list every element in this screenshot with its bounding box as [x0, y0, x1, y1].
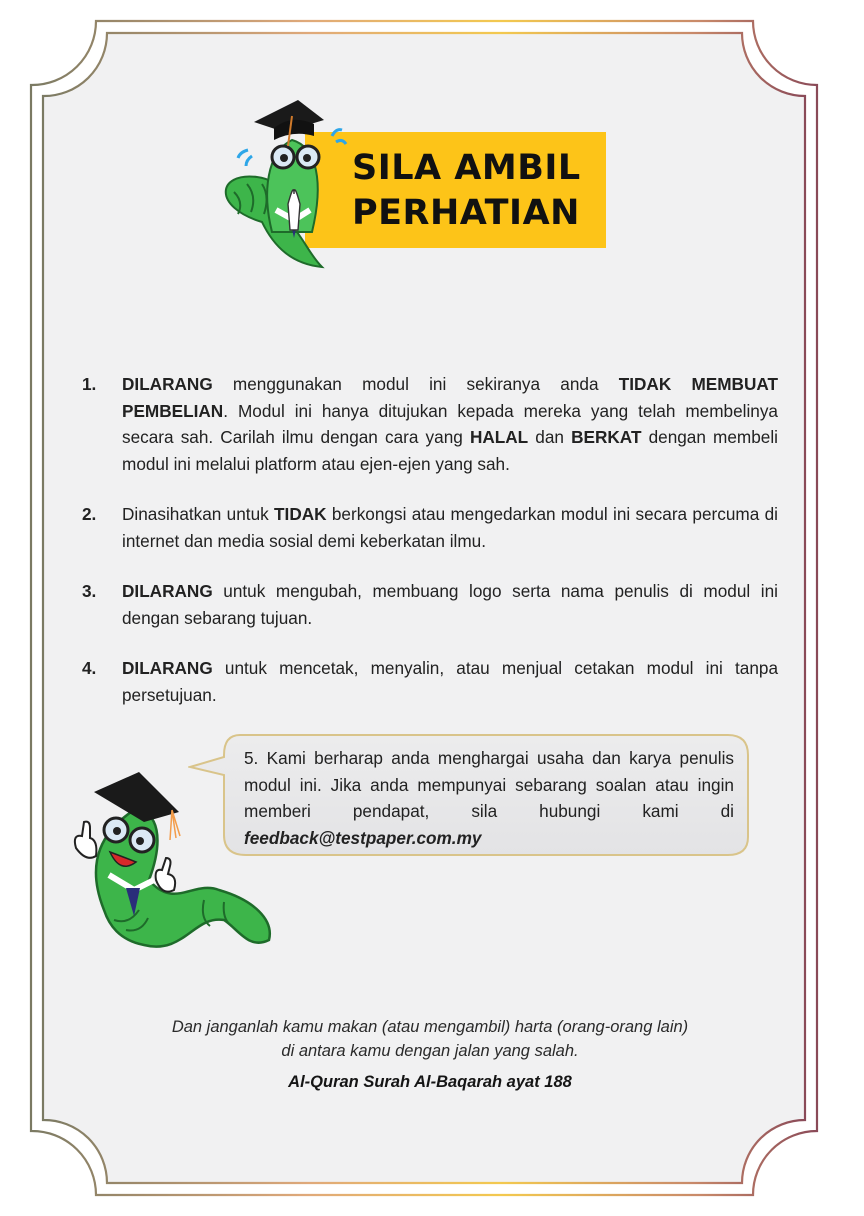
rule-text: . Modul ini hanya ditujukan kepada mereka yang telah membelinya secara sah. Carilah ilmu dengan cara yang	[122, 400, 778, 447]
rule-text-bold: TIDAK MEMBUAT PEMBELIAN	[122, 374, 778, 421]
quote-line-1: Dan janganlah kamu makan (atau mengambil) harta (orang-orang lain)	[171, 1018, 689, 1036]
header-banner	[212, 92, 612, 272]
rule-text: menggunakan modul ini sekiranya anda	[212, 374, 619, 394]
rule-text-bold: DILARANG	[122, 374, 213, 394]
rule-text-bold: DILARANG	[122, 658, 213, 678]
banner-title	[352, 146, 581, 236]
quran-quote	[100, 1015, 760, 1063]
rule-number: 1.	[82, 374, 97, 394]
rule-text: dengan membeli modul ini melalui platform atau ejen-ejen yang sah.	[122, 427, 778, 474]
rule-text-bold: DILARANG	[122, 581, 213, 601]
quote-line-2: di antara kamu dengan jalan yang salah.	[281, 1042, 579, 1060]
bubble-text: 5. Kami berharap anda menghargai usaha dan karya penulis modul ini. Jika anda mempunyai sebarang soalan atau ingin memberi pendapat, sila hubungi kami di	[244, 748, 734, 821]
rule-item-1	[78, 371, 778, 477]
rule-item-2	[78, 501, 778, 554]
banner-title-line1: SILA AMBIL	[352, 148, 581, 188]
rules-list	[78, 371, 778, 732]
worm-graduate-thumbs-up-icon	[64, 770, 284, 960]
rule-text-bold: HALAL	[469, 427, 529, 447]
worm-graduate-praying-icon	[212, 92, 362, 272]
rule-text: dan	[528, 427, 572, 447]
quote-source: Al-Quran Surah Al-Baqarah ayat 188	[288, 1073, 572, 1091]
rule-text: Dinasihatkan untuk	[122, 504, 275, 524]
rule-item-3	[78, 578, 778, 631]
rule-number: 4.	[82, 658, 97, 678]
rule-text-bold: BERKAT	[571, 427, 642, 447]
rule-text: untuk mengubah, membuang logo serta nama penulis di modul ini dengan sebarang tujuan.	[122, 581, 778, 628]
rule-text-bold: TIDAK	[274, 504, 327, 524]
bubble-message	[244, 745, 734, 851]
feedback-email-link[interactable]: feedback@testpaper.com.my	[244, 827, 482, 848]
rule-number: 2.	[82, 504, 97, 524]
rule-number: 3.	[82, 581, 97, 601]
rule-item-4	[78, 655, 778, 708]
banner-title-line2: PERHATIAN	[352, 193, 580, 233]
rule-text: untuk mencetak, menyalin, atau menjual cetakan modul ini tanpa persetujuan.	[122, 658, 778, 705]
rule-text: berkongsi atau mengedarkan modul ini secara percuma di internet dan media sosial demi keberkatan ilmu.	[122, 504, 778, 551]
